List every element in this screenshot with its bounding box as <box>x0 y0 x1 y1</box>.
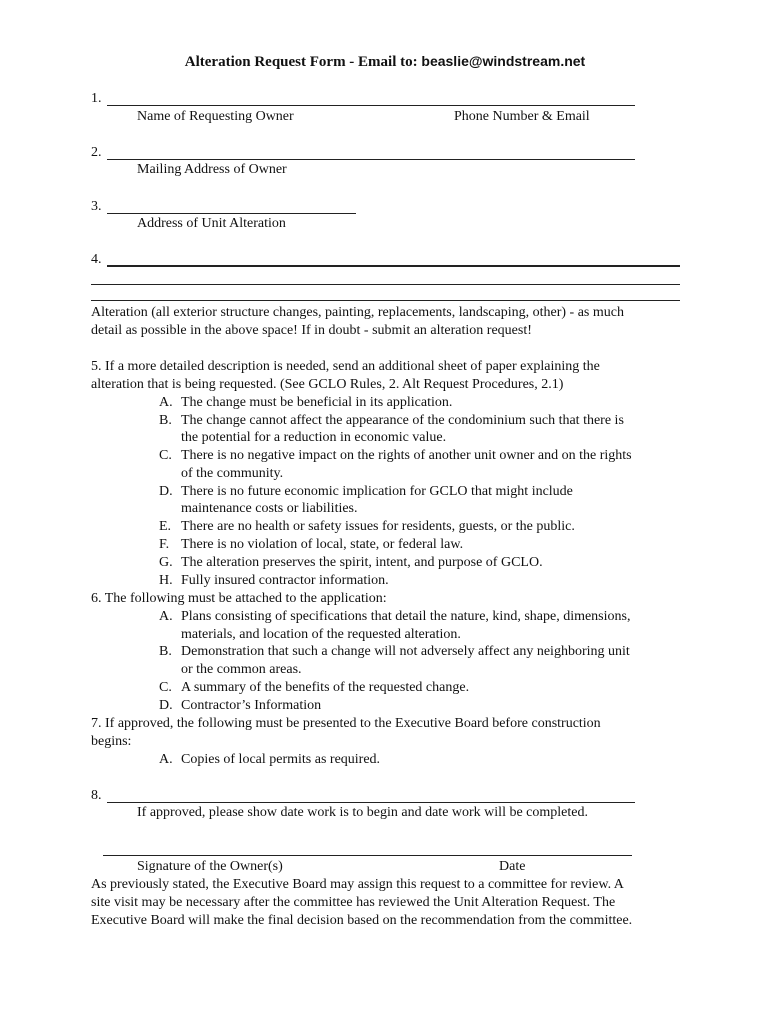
field3-input-line[interactable] <box>107 213 356 214</box>
section5-intro-line2: alteration that is being requested. (See GCLO Rules, 2. Alt Request Procedures, 2.1) <box>91 377 564 392</box>
field3-label: Address of Unit Alteration <box>137 216 286 231</box>
section5-item-d-text-1: There is no future economic implication for GCLO that might include <box>181 484 573 499</box>
section5-item-b-text-1: The change cannot affect the appearance of the condominium such that there is <box>181 413 624 428</box>
section5-item-c-text-1: There is no negative impact on the rights of another unit owner and on the rights <box>181 448 632 463</box>
section6-item-a-text-2: materials, and location of the requested alteration. <box>181 627 461 642</box>
signature-input-line[interactable] <box>103 855 632 856</box>
title-prefix: Alteration Request Form - Email to: <box>184 54 422 70</box>
section7-item-a-text: Copies of local permits as required. <box>181 752 381 767</box>
field1-number: 1. <box>91 91 102 106</box>
field2-number: 2. <box>91 145 102 160</box>
section5-item-c-mark: C. <box>159 448 172 463</box>
section5-item-f-text: There is no violation of local, state, or federal law. <box>181 537 464 552</box>
title-email: beaslie@windstream.net <box>421 53 586 69</box>
section7-intro-line2: begins: <box>91 734 132 749</box>
section6-item-a-text-1: Plans consisting of specifications that detail the nature, kind, shape, dimensions, <box>181 609 631 624</box>
section5-item-h-text: Fully insured contractor information. <box>181 573 389 588</box>
section6-item-b-mark: B. <box>159 644 172 659</box>
field1-label-name: Name of Requesting Owner <box>137 109 294 124</box>
field8-label: If approved, please show date work is to begin and date work will be completed. <box>137 805 588 820</box>
field8-input-line[interactable] <box>107 802 635 803</box>
field4-number: 4. <box>91 252 102 267</box>
section5-item-e-mark: E. <box>159 519 172 534</box>
section6-item-a-mark: A. <box>159 609 173 624</box>
field4-input-line-2[interactable] <box>91 284 680 285</box>
field8-number: 8. <box>91 788 102 803</box>
field1-label-phone: Phone Number & Email <box>454 109 590 124</box>
closing-line1: As previously stated, the Executive Board may assign this request to a committee for review. A <box>91 877 624 892</box>
section5-item-b-mark: B. <box>159 413 172 428</box>
section5-item-g-text: The alteration preserves the spirit, intent, and purpose of GCLO. <box>181 555 543 570</box>
section5-item-h-mark: H. <box>159 573 173 588</box>
form-title <box>0 52 770 71</box>
closing-line3: Executive Board will make the final decision based on the recommendation from the committee. <box>91 913 633 928</box>
section5-item-d-mark: D. <box>159 484 173 499</box>
field4-description-line1: Alteration (all exterior structure changes, painting, replacements, landscaping, other) - as much <box>91 305 624 320</box>
section6-intro: 6. The following must be attached to the application: <box>91 591 387 606</box>
section5-item-g-mark: G. <box>159 555 173 570</box>
field4-description-line2: detail as possible in the above space! If in doubt - submit an alteration request! <box>91 323 532 338</box>
section7-intro-line1: 7. If approved, the following must be presented to the Executive Board before construction <box>91 716 601 731</box>
section5-item-e-text: There are no health or safety issues for residents, guests, or the public. <box>181 519 575 534</box>
section6-item-d-text: Contractor’s Information <box>181 698 322 713</box>
section5-item-a-text: The change must be beneficial in its application. <box>181 395 453 410</box>
section6-item-c-mark: C. <box>159 680 172 695</box>
signature-owner-label: Signature of the Owner(s) <box>137 859 283 874</box>
section7-item-a-mark: A. <box>159 752 173 767</box>
section6-item-b-text-2: or the common areas. <box>181 662 302 677</box>
field4-input-line-3[interactable] <box>91 300 680 301</box>
section6-item-c-text: A summary of the benefits of the requested change. <box>181 680 470 695</box>
section5-intro-line1: 5. If a more detailed description is needed, send an additional sheet of paper explaining the <box>91 359 600 374</box>
field2-label: Mailing Address of Owner <box>137 162 287 177</box>
section5-item-d-text-2: maintenance costs or liabilities. <box>181 501 358 516</box>
signature-date-label: Date <box>499 859 526 874</box>
section5-item-a-mark: A. <box>159 395 173 410</box>
field1-input-line[interactable] <box>107 105 635 106</box>
section5-item-b-text-2: the potential for a reduction in economic value. <box>181 430 447 445</box>
section5-item-f-mark: F. <box>159 537 170 552</box>
section5-item-c-text-2: of the community. <box>181 466 284 481</box>
field4-input-line-1[interactable] <box>107 265 680 267</box>
closing-line2: site visit may be necessary after the committee has reviewed the Unit Alteration Request. The <box>91 895 616 910</box>
section6-item-b-text-1: Demonstration that such a change will not adversely affect any neighboring unit <box>181 644 630 659</box>
field2-input-line[interactable] <box>107 159 635 160</box>
field3-number: 3. <box>91 199 102 214</box>
section6-item-d-mark: D. <box>159 698 173 713</box>
